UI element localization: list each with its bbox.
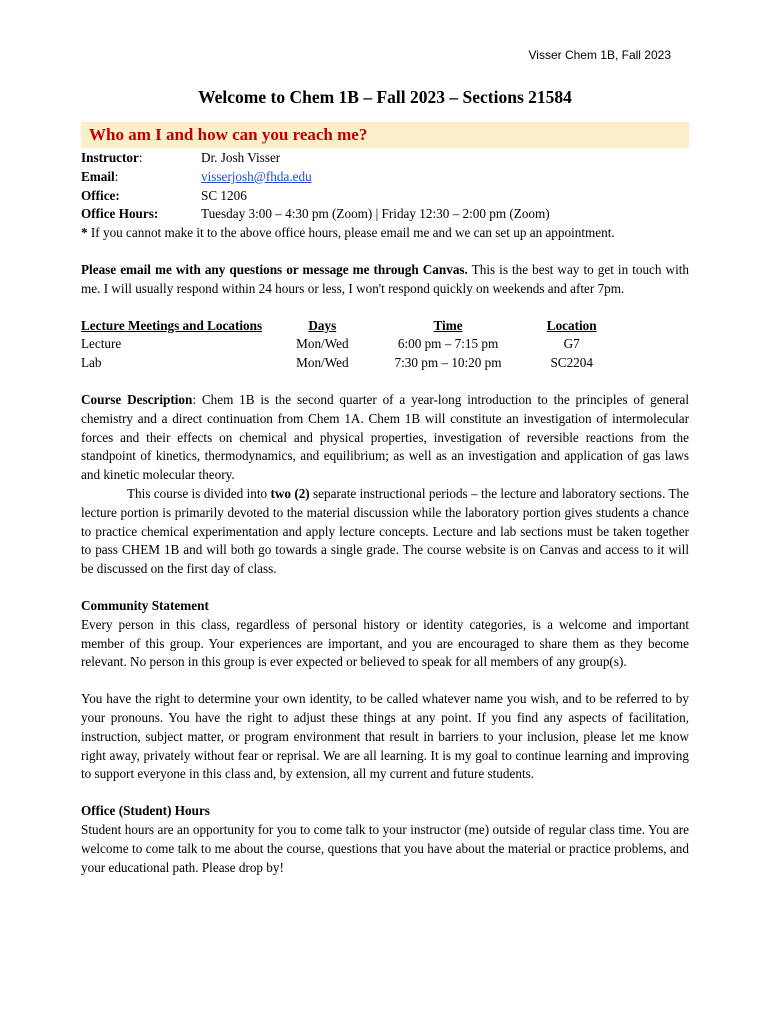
office-hours-value: Tuesday 3:00 – 4:30 pm (Zoom) | Friday 12:30 – 2:00 pm (Zoom): [201, 206, 550, 222]
schedule-header: Time: [433, 317, 463, 333]
email-link[interactable]: visserjosh@fhda.edu: [201, 168, 312, 184]
office-hours-title: Office (Student) Hours: [81, 803, 210, 819]
schedule-cell: Lab: [81, 355, 102, 371]
page-title: Welcome to Chem 1B – Fall 2023 – Sections 21584: [198, 87, 572, 107]
schedule-cell: Lecture: [81, 336, 122, 352]
course-description: Course Description: Chem 1B is the second quarter of a year-long introduction to the principles of general chemistry and a direct continuation from Chem 1A. Chem 1B will constitute an investigation of intermolecular forces and their effects on chemical and physical properties, investigation of reversible reactions from the standpoint of kinetics, thermodynamics, and equilibrium; as well as an investigation and application of gas laws and kinetic molecular theory.: [81, 391, 689, 483]
office-label: Office:: [81, 187, 120, 203]
email-label: Email:: [81, 168, 119, 184]
community-title: Community Statement: [81, 597, 209, 613]
schedule-cell: Mon/Wed: [296, 355, 349, 371]
schedule-cell: SC2204: [550, 355, 593, 371]
identity-paragraph: You have the right to determine your own identity, to be called whatever name you wish, and to be referred to by your pronouns. You have the right to adjust these things at any point. If you find any aspects of facilitation, instruction, subject matter, or program environment that result in barriers to your inclusion, please let me know right away, privately without fear or reprisal. We are all learning. It is my goal to continue learning and improving to support everyone in this class and, by extension, all my current and future students.: [81, 691, 689, 782]
schedule-cell: 6:00 pm – 7:15 pm: [397, 336, 499, 352]
course-structure: This course is divided into two (2) separate instructional periods – the lecture and laboratory sections. The lecture portion is primarily devoted to the material discussion while the laboratory portion gives students a chance to practice chemical experimentation and apply lecture concepts. Lecture and lab sections must be taken together to pass CHEM 1B and will both go towards a single grade. The course website is on Canvas and access to it will be discussed on the first day of class.: [81, 485, 689, 577]
table-row: [81, 335, 611, 354]
schedule-header-row: [81, 317, 611, 336]
schedule-header: Lecture Meetings and Locations: [81, 317, 263, 333]
schedule-header: Days: [308, 317, 337, 333]
community-paragraph: Every person in this class, regardless of personal history or identity categories, is a welcome and important member of this group. Your experiences are important, and you are encouraged to share them as they become relevant. No person in this group is ever expected or believed to speak for all members of any group(s).: [81, 616, 689, 670]
running-header: Visser Chem 1B, Fall 2023: [528, 48, 671, 62]
instructor-row: [81, 149, 689, 168]
schedule-cell: G7: [563, 336, 580, 352]
schedule-cell: Mon/Wed: [296, 336, 349, 352]
appointment-note: * If you cannot make it to the above office hours, please email me and we can set up an appointment.: [81, 225, 615, 241]
instructor-label: Instructor:: [81, 150, 143, 165]
schedule-cell: 7:30 pm – 10:20 pm: [394, 355, 502, 371]
schedule-header: Location: [546, 317, 597, 333]
table-row: [81, 354, 611, 373]
office-value: SC 1206: [201, 187, 247, 203]
document-content: [81, 86, 689, 877]
contact-heading: Who am I and how can you reach me?: [81, 122, 689, 148]
email-row: [81, 168, 689, 187]
office-hours-label: Office Hours:: [81, 206, 159, 222]
schedule-table: [81, 317, 611, 373]
office-hours-row: [81, 205, 689, 224]
office-row: [81, 187, 689, 206]
email-instructions: Please email me with any questions or message me through Canvas. This is the best way to get in touch with me. I will usually respond within 24 hours or less, I won't respond quickly on weekends and after 7pm.: [81, 261, 689, 296]
instructor-value: Dr. Josh Visser: [201, 150, 281, 165]
office-hours-paragraph: Student hours are an opportunity for you to come talk to your instructor (me) outside of regular class time. You are welcome to come talk to me about the course, questions that you have about the material or practice problems, and your educational path. Please drop by!: [81, 821, 689, 875]
